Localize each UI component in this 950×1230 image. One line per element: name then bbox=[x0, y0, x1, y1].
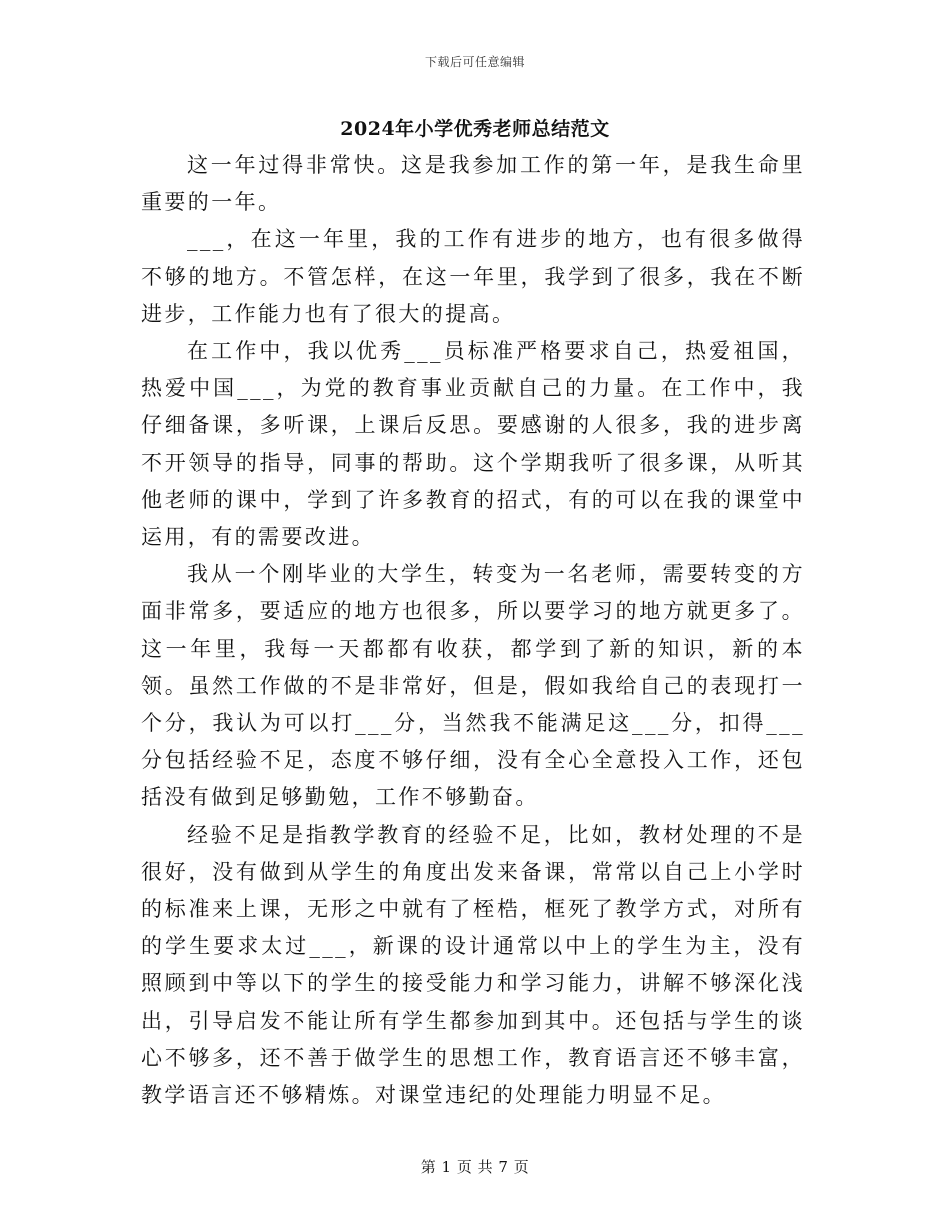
paragraph: 在工作中，我以优秀___员标准严格要求自己，热爱祖国，热爱中国___，为党的教育事业贡献自己的力量。在工作中，我仔细备课，多听课，上课后反思。要感谢的人很多，我的进步离不开领导的指导，同事的帮助。这个学期我听了很多课，从听其他老师的课中，学到了许多教育的招式，有的可以在我的课堂中运用，有的需要改进。 bbox=[141, 339, 805, 550]
header-note: 下载后可任意编辑 bbox=[424, 55, 525, 69]
paragraph: 经验不足是指教学教育的经验不足，比如，教材处理的不是很好，没有做到从学生的角度出发来备课，常常以自己上小学时的标准来上课，无形之中就有了桎梏，框死了教学方式，对所有的学生要求太过___，新课的设计通常以中上的学生为主，没有照顾到中等以下的学生的接受能力和学习能力，讲解不够深化浅出，引导启发不能让所有学生都参加到其中。还包括与学生的谈心不够多，还不善于做学生的思想工作，教育语言还不够丰富，教学语言还不够精炼。对课堂违纪的处理能力明显不足。 bbox=[141, 822, 805, 1108]
paragraph: 这一年过得非常快。这是我参加工作的第一年，是我生命里重要的一年。 bbox=[141, 153, 805, 215]
document-title: 2024年小学优秀老师总结范文 bbox=[340, 118, 610, 140]
paragraph: ___，在这一年里，我的工作有进步的地方，也有很多做得不够的地方。不管怎样，在这一年里，我学到了很多，我在不断进步，工作能力也有了很大的提高。 bbox=[141, 227, 805, 326]
document-body bbox=[141, 147, 805, 1114]
page-number: 第 1 页 共 7 页 bbox=[420, 1158, 530, 1176]
paragraph: 我从一个刚毕业的大学生，转变为一名老师，需要转变的方面非常多，要适应的地方也很多，所以要学习的地方就更多了。这一年里，我每一天都都有收获，都学到了新的知识，新的本领。虽然工作做的不是非常好，但是，假如我给自己的表现打一个分，我认为可以打___分，当然我不能满足这___分，扣得___分包括经验不足，态度不够仔细，没有全心全意投入工作，还包括没有做到足够勤勉，工作不够勤奋。 bbox=[141, 562, 805, 810]
